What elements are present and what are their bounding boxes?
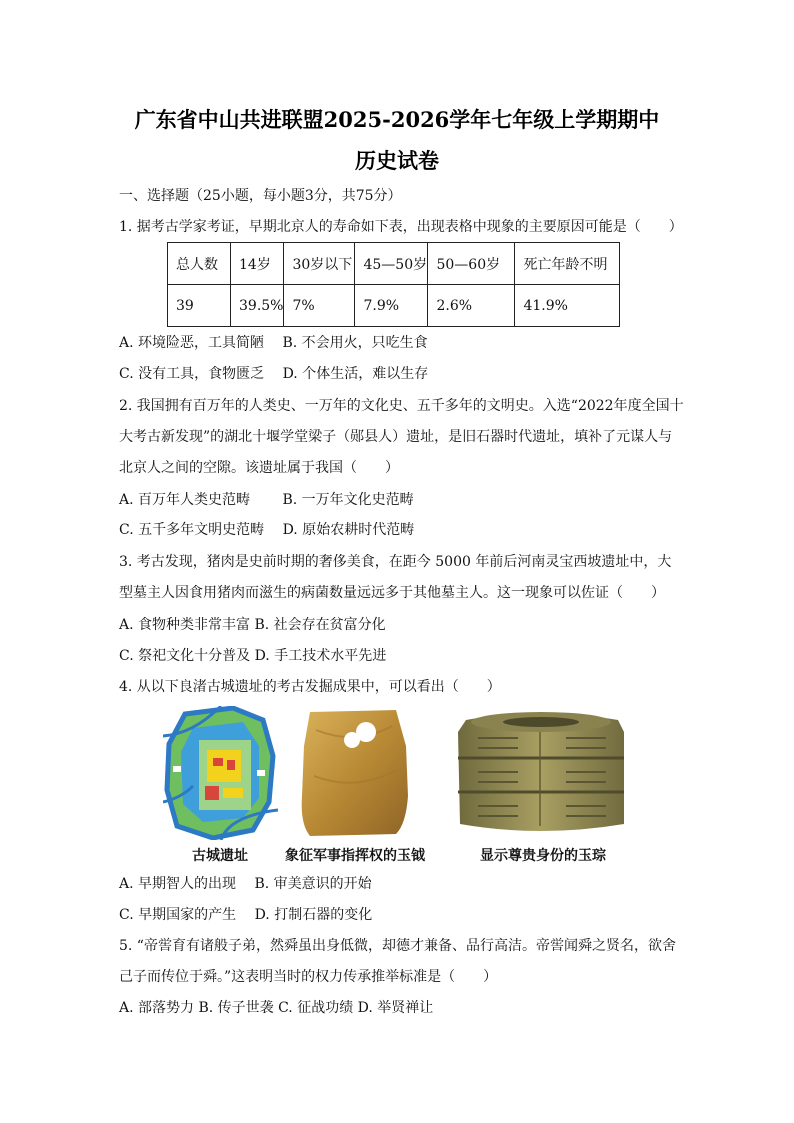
section-heading: 一、选择题（25小题，每小题3分，共75分） bbox=[119, 188, 402, 204]
q2-stem-line: 大考古新发现”的湖北十堰学堂梁子（郧县人）遗址，是旧石器时代遗址，填补了元谋人与 bbox=[119, 429, 673, 445]
q1-lifespan-table bbox=[167, 242, 620, 327]
figure-caption: 象征军事指挥权的玉钺 bbox=[285, 848, 425, 864]
jade-yue-figure bbox=[296, 706, 412, 838]
q1-options-ab: A. 环境险恶，工具简陋 B. 不会用火，只吃生食 bbox=[119, 335, 428, 351]
q1-options-cd: C. 没有工具，食物匮乏 D. 个体生活，难以生存 bbox=[119, 366, 429, 382]
table-row bbox=[168, 243, 620, 285]
q2-options-ab: A. 百万年人类史范畴 B. 一万年文化史范畴 bbox=[119, 492, 414, 508]
q4-options-ab: A. 早期智人的出现 B. 审美意识的开始 bbox=[119, 876, 372, 892]
table-cell: 39.5% bbox=[231, 285, 284, 327]
table-header-cell: 死亡年龄不明 bbox=[515, 243, 620, 285]
table-cell: 7% bbox=[284, 285, 355, 327]
q3-options-ab: A. 食物种类非常丰富 B. 社会存在贫富分化 bbox=[119, 617, 386, 633]
q4-stem: 4. 从以下良渚古城遗址的考古发掘成果中，可以看出（ ） bbox=[119, 679, 501, 695]
exam-subject: 历史试卷 bbox=[355, 148, 439, 173]
q4-options-cd: C. 早期国家的产生 D. 打制石器的变化 bbox=[119, 907, 373, 923]
q5-options: A. 部落势力 B. 传子世袭 C. 征战功绩 D. 举贤禅让 bbox=[119, 1000, 434, 1016]
q2-options-cd: C. 五千多年文明史范畴 D. 原始农耕时代范畴 bbox=[119, 522, 415, 538]
table-row bbox=[168, 285, 620, 327]
table-header-cell: 50—60岁 bbox=[428, 243, 515, 285]
table-cell: 2.6% bbox=[428, 285, 515, 327]
q2-stem-line: 北京人之间的空隙。该遗址属于我国（ ） bbox=[119, 460, 399, 476]
table-cell: 41.9% bbox=[515, 285, 620, 327]
figure-caption: 显示尊贵身份的玉琮 bbox=[480, 848, 606, 864]
table-cell: 7.9% bbox=[355, 285, 428, 327]
q3-options-cd: C. 祭祀文化十分普及 D. 手工技术水平先进 bbox=[119, 648, 387, 664]
q3-stem-line: 3. 考古发现，猪肉是史前时期的奢侈美食，在距今 5000 年前后河南灵宝西坡遗址中，大 bbox=[119, 554, 672, 570]
jade-cong-figure bbox=[448, 706, 634, 836]
table-cell: 39 bbox=[168, 285, 231, 327]
table-header-cell: 45—50岁 bbox=[355, 243, 428, 285]
q2-stem-line: 2. 我国拥有百万年的人类史、一万年的文化史、五千多年的文明史。入选“2022年度全国十 bbox=[119, 398, 684, 414]
table-header-cell: 30岁以下 bbox=[284, 243, 355, 285]
table-header-cell: 14岁 bbox=[231, 243, 284, 285]
figure-caption: 古城遗址 bbox=[192, 848, 248, 864]
q1-stem: 1. 据考古学家考证，早期北京人的寿命如下表，出现表格中现象的主要原因可能是（ ） bbox=[119, 219, 683, 235]
q5-stem-line: 己子而传位于舜。”这表明当时的权力传承推举标准是（ ） bbox=[119, 969, 498, 985]
q5-stem-line: 5. “帝喾育有诸般子弟，然舜虽出身低微，却德才兼备、品行高洁。帝喾闻舜之贤名，欲舍 bbox=[119, 938, 676, 954]
q3-stem-line: 型墓主人因食用猪肉而滋生的病菌数量远远多于其他墓主人。这一现象可以佐证（ ） bbox=[119, 585, 665, 601]
exam-title: 广东省中山共进联盟2025-2026学年七年级上学期期中 bbox=[134, 107, 660, 132]
city-map-figure bbox=[163, 706, 278, 840]
table-header-cell: 总人数 bbox=[168, 243, 231, 285]
